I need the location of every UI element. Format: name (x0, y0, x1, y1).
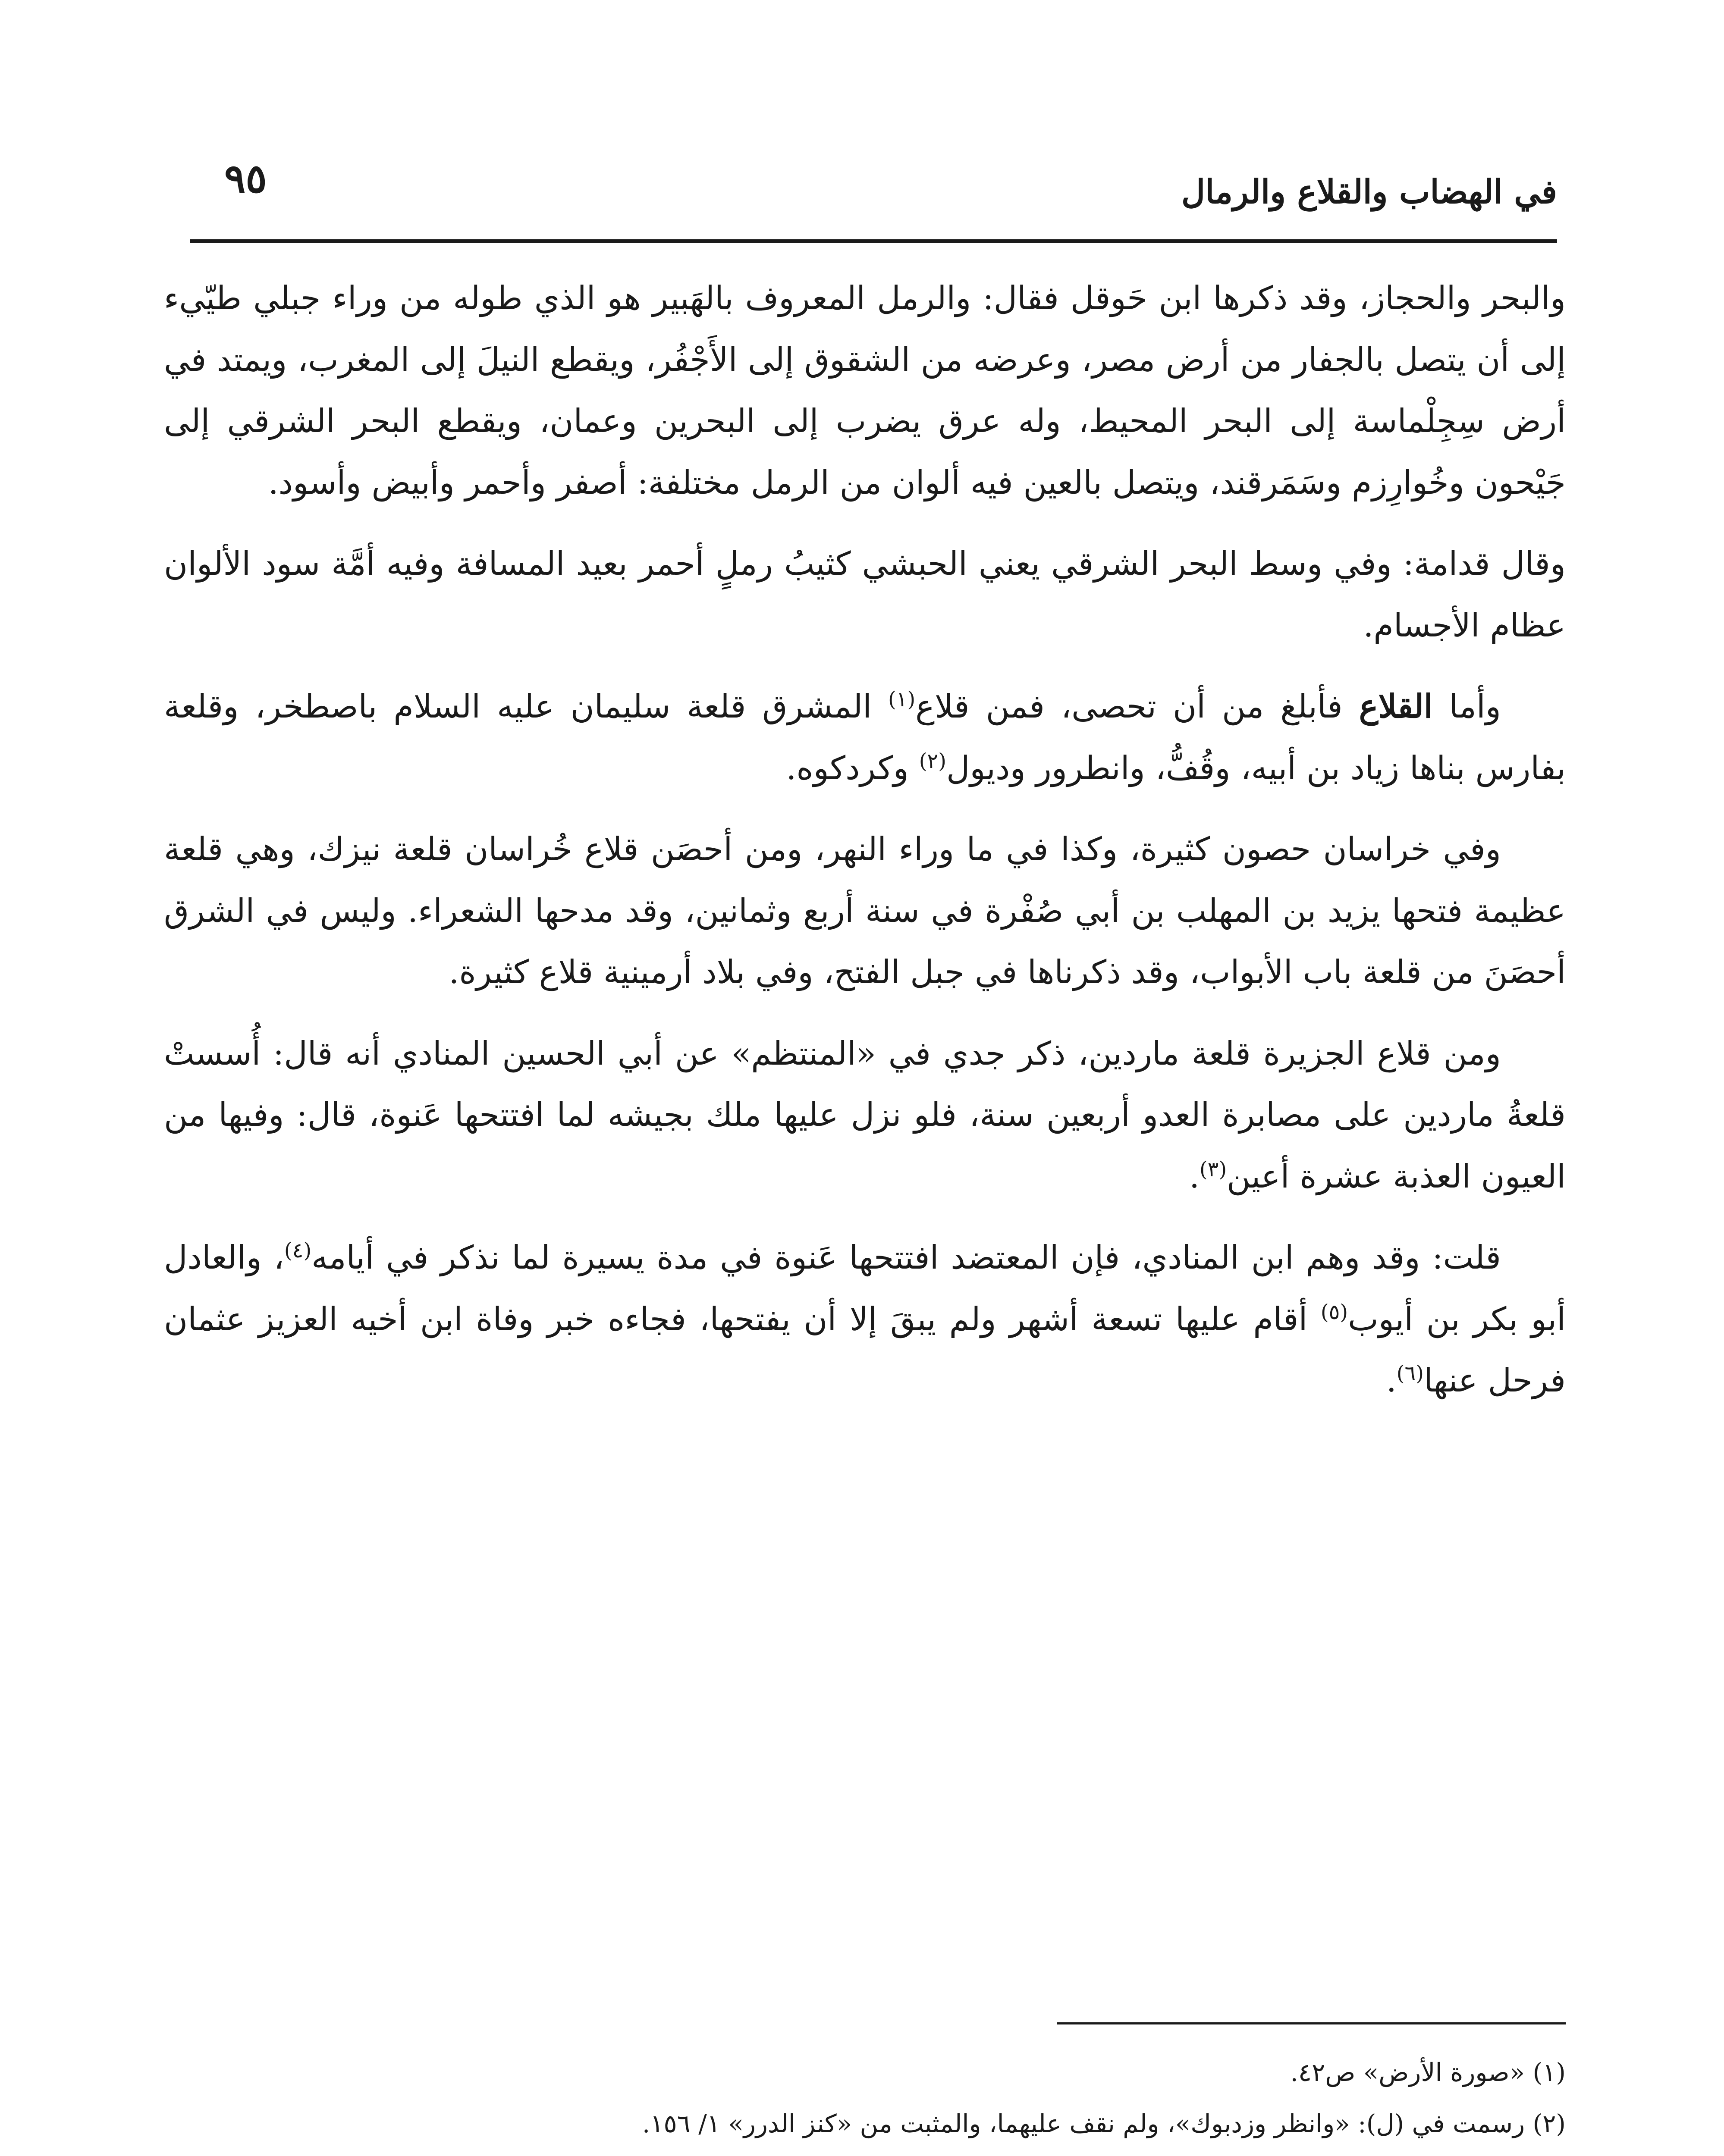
paragraph-6-text: قلت: وقد وهم ابن المنادي، فإن المعتضد افتتحها عَنوة في مدة يسيرة لما نذكر في أيامه (311, 1238, 1501, 1276)
footnote-ref-6[interactable]: (٦) (1396, 1361, 1424, 1385)
main-text (164, 267, 1566, 1431)
paragraph-3-text: المشرق قلعة سليمان عليه السلام باصطخر، وقلعة بفارس بناها زياد بن أبيه، وقُفُّ، وانطرور وديول (164, 687, 1566, 787)
footnote-ref-1[interactable]: (١) (888, 687, 916, 711)
paragraph-4: وفي خراسان حصون كثيرة، وكذا في ما وراء النهر، ومن أحصَن قلاع خُراسان قلعة نيزك، وهي قلعة عظيمة فتحها يزيد بن المهلب بن أبي صُفْرة في سنة أربع وثمانين، وقد مدحها الشعراء. وليس في الشرق أحصَنَ من قلعة باب الأبواب، وقد ذكرناها في جبل الفتح، وفي بلاد أرمينية قلاع كثيرة. (164, 830, 1566, 991)
paragraph-6-text: أقام عليها تسعة أشهر ولم يبقَ إلا أن يفتحها، فجاءه خبر وفاة ابن أخيه العزيز عثمان فرحل عنها (164, 1300, 1566, 1399)
footnote-1: (١) «صورة الأرض» ص٤٢. (1290, 2058, 1566, 2087)
paragraph-5 (164, 1023, 1566, 1207)
paragraph-2: وقال قدامة: وفي وسط البحر الشرقي يعني الحبشي كثيبُ رملٍ أحمر بعيد المسافة وفيه أمَّة سود الألوان عظام الأجسام. (164, 545, 1566, 644)
paragraph-3 (164, 676, 1566, 799)
bold-term-qila: القلاع (1359, 687, 1433, 725)
header-rule (190, 239, 1557, 243)
running-title: في الهضاب والقلاع والرمال (1181, 172, 1557, 211)
footnote-ref-4[interactable]: (٤) (284, 1238, 312, 1263)
footnote-2: (٢) رسمت في (ل): «وانظر وزدبوك»، ولم نقف عليهما، والمثبت من «كنز الدرر» ١/ ١٥٦. (642, 2109, 1566, 2138)
paragraph-3-text: وأما (1432, 687, 1501, 725)
footnote-ref-3[interactable]: (٣) (1199, 1157, 1227, 1181)
paragraph-5-text: . (1189, 1157, 1200, 1195)
footnote-ref-5[interactable]: (٥) (1320, 1300, 1348, 1324)
footnote-ref-2[interactable]: (٢) (919, 749, 946, 773)
footnotes (302, 2053, 1566, 2156)
paragraph-6-text: ، والعادل أبو بكر بن أيوب (164, 1238, 1566, 1338)
paragraph-6 (164, 1227, 1566, 1411)
page-header (190, 147, 1557, 246)
paragraph-5-text: ومن قلاع الجزيرة قلعة ماردين، ذكر جدي في «المنتظم» عن أبي الحسين المنادي أنه قال: أُسستْ قلعةُ ماردين على مصابرة العدو أربعين سنة، فلو نزل عليها ملك بجيشه لما افتتحها عَنوة، قال: وفيها من العيون العذبة عشرة أعين (164, 1034, 1566, 1195)
paragraph-1: والبحر والحجاز، وقد ذكرها ابن حَوقل فقال: والرمل المعروف بالهَبير هو الذي طوله من وراء جبلي طيّيء إلى أن يتصل بالجفار من أرض مصر، وعرضه من الشقوق إلى الأَجْفُر، ويقطع النيلَ إلى المغرب، ويمتد في أرض سِجِلْماسة إلى البحر المحيط، وله عرق يضرب إلى البحرين وعمان، ويقطع البحر الشرقي إلى جَيْحون وخُوارِزم وسَمَرقند، ويتصل بالعين فيه ألوان من الرمل مختلفة: أصفر وأحمر وأبيض وأسود. (164, 279, 1566, 501)
page-number: ٩٥ (224, 155, 267, 202)
paragraph-3-text: فأبلغ من أن تحصى، فمن قلاع (915, 687, 1359, 725)
paragraph-6-text: . (1386, 1361, 1397, 1399)
paragraph-3-text: وكردكوه. (786, 749, 919, 787)
footnote-separator (1057, 2022, 1566, 2024)
